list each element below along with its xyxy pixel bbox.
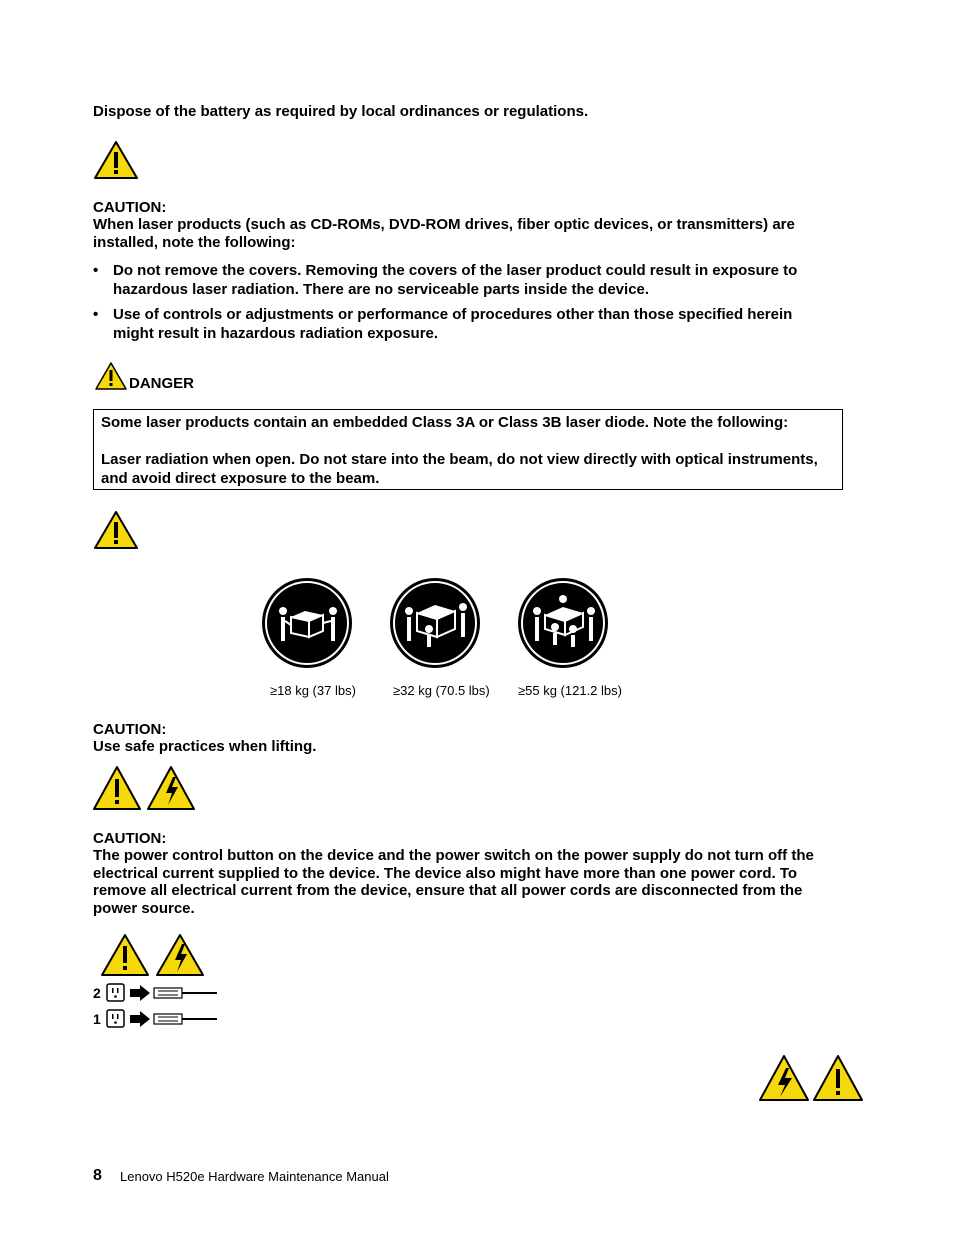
danger-label: DANGER	[129, 375, 195, 392]
weight-label: ≥55 kg (121.2 lbs)	[518, 683, 622, 698]
electrical-hazard-icon	[146, 765, 196, 811]
danger-text-2: Laser radiation when open. Do not stare into the beam, do not view directly with optical instruments, and avoid direct exposure to the beam.	[101, 451, 818, 487]
caution-laser-text: When laser products (such as CD-ROMs, DVD-ROM drives, fiber optic devices, or transmitters) are installed, note the following:	[93, 216, 795, 251]
page-number: 8	[93, 1167, 102, 1184]
power-cord-icon	[106, 982, 218, 1004]
warning-triangle-icon	[93, 510, 139, 550]
power-cord-label: 2	[93, 985, 101, 1001]
three-person-lift-icon	[389, 577, 481, 669]
warning-triangle-icon	[92, 765, 142, 811]
warning-triangle-icon	[93, 140, 139, 180]
warning-triangle-icon	[100, 933, 150, 977]
bullet-glyph: •	[93, 262, 99, 279]
caution-lifting-text: Use safe practices when lifting.	[93, 738, 317, 755]
bullet-glyph: •	[93, 306, 99, 323]
list-item	[93, 305, 833, 343]
electrical-hazard-icon	[758, 1054, 810, 1102]
caution-power-text: The power control button on the device and the power switch on the power supply do not turn off the electrical current supplied to the device. The device also might have more than one power cord. To remove all electrical current from the device, ensure that all power cords are disconnected from the power source.	[93, 847, 814, 917]
power-cord-label: 1	[93, 1011, 101, 1027]
danger-text-1: Some laser products contain an embedded Class 3A or Class 3B laser diode. Note the following:	[101, 414, 789, 431]
weight-label: ≥32 kg (70.5 lbs)	[393, 683, 490, 698]
two-person-lift-icon	[261, 577, 353, 669]
four-person-lift-icon	[517, 577, 609, 669]
caution-heading: CAUTION:	[93, 199, 167, 216]
bullet-text: Use of controls or adjustments or performance of procedures other than those specified herein might result in hazardous radiation exposure.	[113, 306, 793, 342]
warning-triangle-icon	[812, 1054, 864, 1102]
electrical-hazard-icon	[155, 933, 205, 977]
footer-title: Lenovo H520e Hardware Maintenance Manual	[120, 1169, 389, 1184]
bullet-text: Do not remove the covers. Removing the covers of the laser product could result in exposure to hazardous laser radiation. There are no serviceable parts inside the device.	[113, 262, 798, 298]
caution-heading: CAUTION:	[93, 830, 167, 847]
weight-label: ≥18 kg (37 lbs)	[270, 683, 356, 698]
warning-triangle-icon	[95, 362, 127, 390]
danger-box	[93, 409, 843, 490]
list-item	[93, 261, 833, 299]
power-cord-icon	[106, 1008, 218, 1030]
intro-text: Dispose of the battery as required by local ordinances or regulations.	[93, 103, 589, 120]
caution-heading: CAUTION:	[93, 721, 167, 738]
